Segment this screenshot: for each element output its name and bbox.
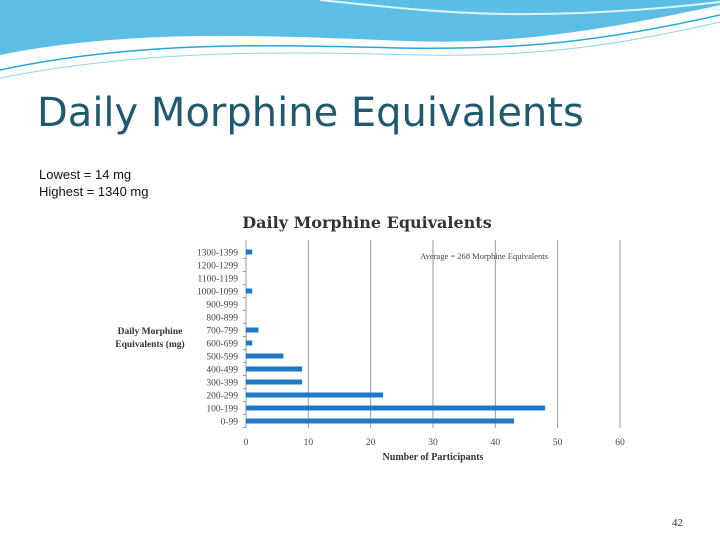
x-tick-label: 40: [490, 438, 501, 448]
lowest-note: Lowest = 14 mg: [39, 167, 132, 182]
category-label: 500-599: [206, 352, 238, 363]
chart-title: Daily Morphine Equivalents: [242, 213, 492, 232]
bar: [246, 367, 302, 372]
average-annotation: Average = 268 Morphine Equivalents: [420, 251, 548, 261]
category-label: 900-999: [206, 300, 238, 311]
category-label: 1200-1299: [196, 261, 238, 272]
x-tick-label: 10: [303, 438, 314, 448]
category-label: 200-299: [206, 391, 238, 402]
category-label: 400-499: [206, 365, 238, 376]
highest-note: Highest = 1340 mg: [39, 184, 149, 199]
category-label: 300-399: [206, 378, 238, 389]
category-label: 800-899: [206, 313, 238, 324]
bar: [246, 354, 283, 359]
page-number: 42: [672, 517, 683, 529]
bar: [246, 250, 252, 255]
bar: [246, 289, 252, 294]
bar: [246, 328, 258, 333]
slide-title: Daily Morphine Equivalents: [37, 90, 584, 136]
x-tick-label: 60: [615, 438, 625, 448]
bar: [246, 393, 383, 398]
x-tick-label: 50: [552, 438, 563, 448]
category-label: 1300-1399: [196, 248, 238, 259]
y-axis-label-line1: Daily Morphine: [117, 327, 183, 337]
bar: [246, 341, 252, 346]
x-tick-label: 0: [243, 438, 249, 448]
x-axis-label: Number of Participants: [382, 452, 484, 463]
category-label: 1000-1099: [196, 287, 238, 298]
bar: [246, 419, 514, 424]
category-label: 100-199: [206, 404, 238, 415]
x-tick-label: 30: [428, 438, 438, 448]
x-tick-label: 20: [365, 438, 376, 448]
category-label: 0-99: [220, 417, 238, 428]
category-label: 600-699: [206, 339, 238, 350]
category-label: 1100-1199: [197, 274, 238, 285]
bar: [246, 380, 302, 385]
y-axis-label-line2: Equivalents (mg): [115, 340, 185, 350]
category-label: 700-799: [206, 326, 238, 337]
bar: [246, 406, 545, 411]
